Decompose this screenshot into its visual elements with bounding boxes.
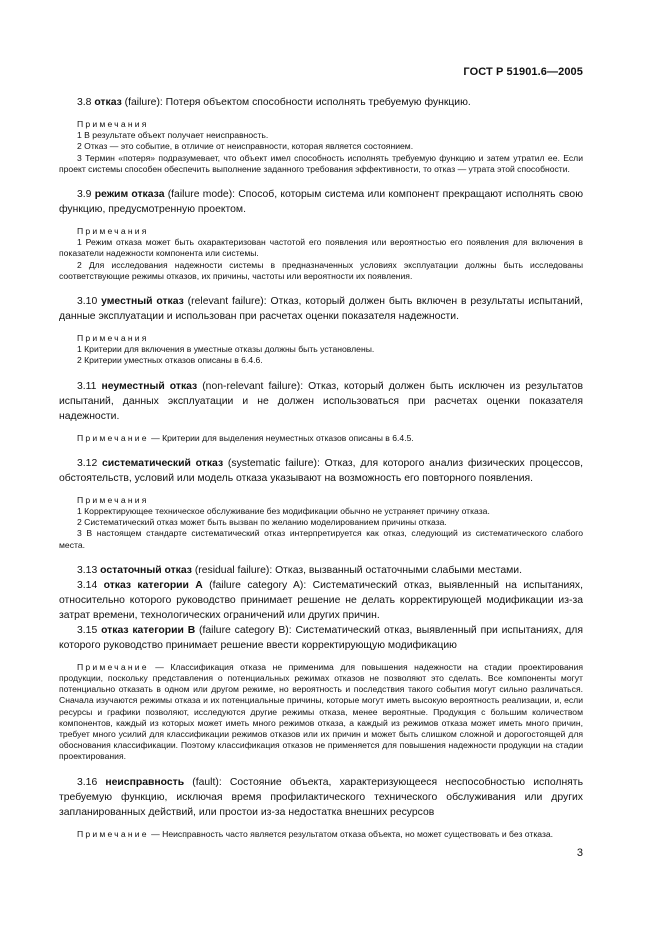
notes-heading: Примечания (77, 119, 149, 129)
term-number: 3.12 (77, 457, 102, 469)
term-number: 3.15 (77, 624, 102, 636)
term-name: отказ категории В (101, 624, 196, 636)
note-dash: — (148, 828, 163, 839)
term-3-8 (59, 95, 583, 110)
term-number: 3.16 (77, 776, 106, 788)
term-definition: (failure category A): Систематический отказ, выявленный на испытаниях, относительно которого руководство принимает решение не делать корректирующей модификации из-за затрат времени, технологических ограничений или других причин. (59, 579, 583, 621)
term-name: неуместный отказ (101, 380, 198, 392)
note-item: 1 Корректирующее техническое обслуживание без модификации обычно не устраняет причину отказа. (77, 506, 490, 517)
note-label: Примечание (77, 432, 149, 443)
note-item: 2 Для исследования надежности системы в предназначенных условиях эксплуатации должны быть исследованы соответствующие режимы отказов, их причины, частоты или вероятности их появления. (59, 259, 583, 281)
term-definition: (failure): Потеря объектом способности исполнять требуемую функцию. (121, 97, 471, 108)
term-number: 3.10 (77, 296, 102, 308)
note-item: 1 В результате объект получает неисправность. (77, 130, 269, 141)
term-3-15 (59, 623, 583, 653)
note-label: Примечание (77, 828, 149, 839)
note-text: Неисправность часто является результатом отказа объекта, но может существовать и без отказа. (162, 828, 554, 839)
note-item: 1 Критерии для включения в уместные отказы должны быть установлены. (77, 344, 375, 355)
single-note (59, 662, 583, 763)
note-item: 2 Систематический отказ может быть вызван по желанию моделированием причины отказа. (77, 517, 447, 528)
standard-code: ГОСТ Р 51901.6—2005 (463, 66, 583, 78)
term-3-13 (59, 563, 583, 578)
note-item: 2 Критерии уместных отказов описаны в 6.4.6. (77, 355, 263, 366)
note-text: Критерии для выделения неуместных отказов описаны в 6.4.5. (162, 432, 414, 443)
note-text: Классификация отказа не применима для повышения надежности на стадии проектирования продукции, поскольку представления о потенциальных режимах отказов не позволяют это сделать. Все компоненты могут потенциально отказать в одном или другом режиме, но вероятность и последствия такого события могут сильно различаться. Сначала изучаются режимы отказа и их потенциальные причины, которые могут иметь высокую вероятность реализации, и, если ресурсы и графики позволяют, исследуются другие режимы отказа, менее вероятные. Продукция с большим количеством компонентов, каждый из которых может иметь много режимов отказа, а каждый из режимов отказа может иметь много причин, требует много усилий для классификации режимов отказов или их причин и может быть слишком сложной и дорогостоящей для обоснования классификации. Поэтому классификация отказов не применяется для повышения надежности продукции на стадии проектирования. (59, 661, 583, 762)
notes-heading: Примечания (77, 333, 149, 344)
note-label: Примечание (77, 661, 149, 672)
term-definition: (non-relevant failure): Отказ, который должен быть исключен из результатов испытаний, данных эксплуатации и не должен использоваться при расчетах оценки показателя надежности. (59, 380, 583, 422)
term-definition: (residual failure): Отказ, вызванный остаточными слабыми местами. (191, 564, 522, 576)
term-name: систематический отказ (102, 457, 224, 469)
term-definition: (systematic failure): Отказ, для которого анализ физических процессов, обстоятельств, условий или модель отказа указывают на возможность его повторного появления. (59, 457, 583, 484)
term-3-14 (59, 578, 583, 623)
term-name: отказ категории А (103, 579, 203, 591)
page-content (59, 95, 583, 840)
single-note (59, 829, 583, 840)
term-number: 3.11 (77, 380, 102, 392)
term-number: 3.13 (77, 564, 101, 576)
note-item: 2 Отказ — это событие, в отличие от неисправности, которая является состоянием. (77, 141, 414, 152)
term-3-11 (59, 379, 583, 424)
term-definition: (fault): Состояние объекта, характеризующееся неспособностью исполнять требуемую функцию, исключая время профилактического технического обслуживания или других запланированных действий, или простои из-за недостатка внешних ресурсов (59, 776, 583, 818)
term-3-9 (59, 187, 583, 217)
term-definition: (failure category B): Систематический отказ, выявленный при испытаниях, для которого руководство принимает решение ввести корректирующую модификацию (59, 624, 583, 651)
term-name: отказ (94, 97, 122, 108)
page-number: 3 (576, 847, 583, 859)
term-number: 3.8 (77, 97, 95, 108)
term-3-16 (59, 775, 583, 820)
notes-heading: Примечания (77, 494, 149, 505)
term-name: остаточный отказ (100, 564, 192, 576)
term-definition: (relevant failure): Отказ, который должен быть включен в результаты испытаний, данные эксплуатации и использован при расчетах оценки показателя надежности. (59, 296, 583, 323)
term-definition: (failure mode): Способ, которым система или компонент прекращают исполнять свою функцию, предусмотренную проектом. (59, 189, 583, 216)
note-dash: — (148, 661, 171, 672)
single-note (59, 433, 583, 444)
term-name: режим отказа (94, 189, 165, 201)
term-name: уместный отказ (101, 296, 184, 308)
note-item: 3 Термин «потеря» подразумевает, что объект имел способность исполнять требуемую функцию и затем утратил ее. Если проект системы способен обеспечить выполнение заданного требования эффективности, то отказ — утрата этой способности. (59, 152, 583, 174)
term-3-10 (59, 294, 583, 324)
note-item: 1 Режим отказа может быть охарактеризован частотой его появления или вероятностью его появления для включения в показатели надежности компонента или системы. (59, 237, 583, 259)
term-name: неисправность (105, 776, 185, 788)
term-3-12 (59, 456, 583, 486)
note-dash: — (148, 432, 163, 443)
note-item: 3 В настоящем стандарте систематический отказ интерпретируется как отказ, следующий из систематического слабого места. (59, 528, 583, 550)
term-number: 3.14 (77, 579, 104, 591)
notes-heading: Примечания (77, 226, 149, 237)
term-number: 3.9 (77, 189, 95, 201)
